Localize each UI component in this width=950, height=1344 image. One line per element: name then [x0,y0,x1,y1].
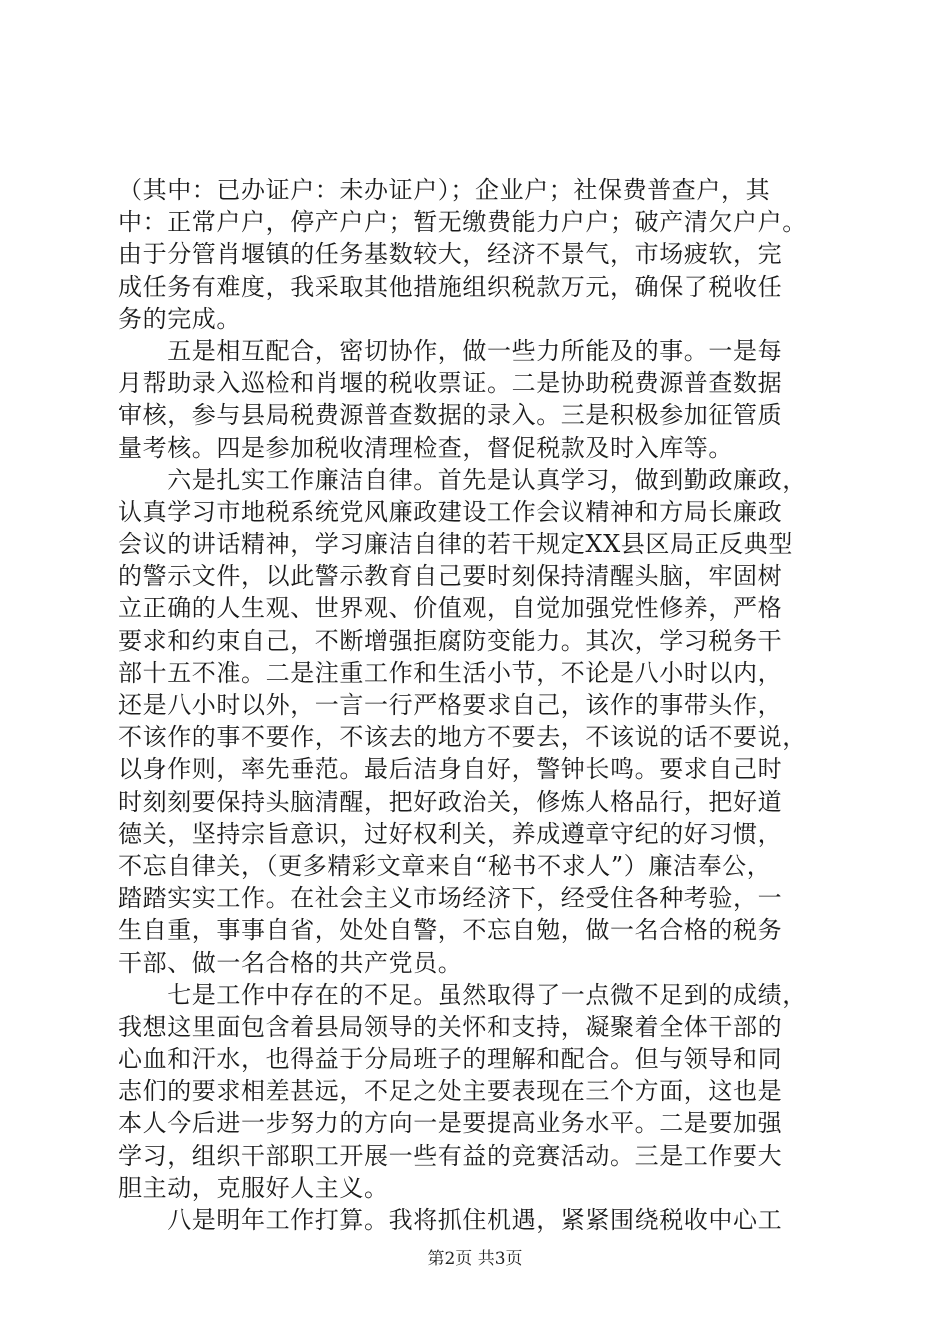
text-line: 学习，组织干部职工开展一些有益的竞赛活动。三是工作要大 [118,1141,783,1170]
text-line: 不该作的事不要作，不该去的地方不要去，不该说的话不要说， [118,723,807,752]
text-line: 部十五不准。二是注重工作和生活小节，不论是八小时以内， [118,658,783,687]
text-line: 不忘自律关，（更多精彩文章来自“秘书不求人”）廉洁奉公， [118,851,772,880]
text-line: 由于分管肖堰镇的任务基数较大，经济不景气，市场疲软，完 [118,240,783,269]
text-line: 认真学习市地税系统党风廉政建设工作会议精神和方局长廉政 [118,497,783,526]
text-line: 五是相互配合，密切协作，做一些力所能及的事。一是每 [118,336,783,365]
text-line: （其中：已办证户：未办证户）；企业户；社保费普查户，其 [118,176,771,204]
text-line: 时刻刻要保持头脑清醒，把好政治关，修炼人格品行，把好道 [118,787,783,816]
text-line: 务的完成。 [118,304,241,333]
text-line: 成任务有难度，我采取其他措施组织税款万元，确保了税收任 [118,272,783,301]
text-line: 审核，参与县局税费源普查数据的录入。三是积极参加征管质 [118,401,783,430]
text-line: 踏踏实实工作。在社会主义市场经济下，经受住各种考验，一 [118,884,783,913]
text-line: 中：正常户户，停产户户；暂无缴费能力户户；破产清欠户户。 [118,208,807,237]
text-line: 志们的要求相差甚远，不足之处主要表现在三个方面，这也是 [118,1077,783,1106]
text-line: 本人今后进一步努力的方向一是要提高业务水平。二是要加强 [118,1109,783,1138]
text-line: 八是明年工作打算。我将抓住机遇，紧紧围绕税收中心工 [118,1206,783,1234]
text-line: 生自重，事事自省，处处自警，不忘自勉，做一名合格的税务 [118,916,783,945]
text-line: 以身作则，率先垂范。最后洁身自好，警钟长鸣。要求自己时 [118,755,783,784]
text-line: 会议的讲话精神，学习廉洁自律的若干规定XX县区局正反典型 [118,530,793,559]
text-line: 还是八小时以外，一言一行严格要求自己，该作的事带头作， [118,691,783,719]
text-line: 六是扎实工作廉洁自律。首先是认真学习，做到勤政廉政， [118,465,807,494]
text-line: 月帮助录入巡检和肖堰的税收票证。二是协助税费源普查数据 [118,369,783,398]
text-line: 量考核。四是参加税收清理检查，督促税款及时入库等。 [118,433,733,462]
document-body [118,174,848,1236]
text-line: 立正确的人生观、世界观、价值观，自觉加强党性修养，严格 [118,594,783,623]
page-footer: 第2页 共3页 [427,1249,523,1269]
text-line: 德关，坚持宗旨意识，过好权利关，养成遵章守纪的好习惯， [118,819,783,848]
text-line: 干部、做一名合格的共产党员。 [118,948,463,977]
text-line: 心血和汗水，也得益于分局班子的理解和配合。但与领导和同 [118,1045,783,1074]
text-line: 我想这里面包含着县局领导的关怀和支持，凝聚着全体干部的 [118,1012,783,1041]
text-line: 胆主动，克服好人主义。 [118,1173,389,1202]
text-line: 的警示文件，以此警示教育自己要时刻保持清醒头脑，牢固树 [118,562,783,591]
text-line: 七是工作中存在的不足。虽然取得了一点微不足到的成绩， [118,980,807,1009]
text-line: 要求和约束自己，不断增强拒腐防变能力。其次，学习税务干 [118,626,783,655]
